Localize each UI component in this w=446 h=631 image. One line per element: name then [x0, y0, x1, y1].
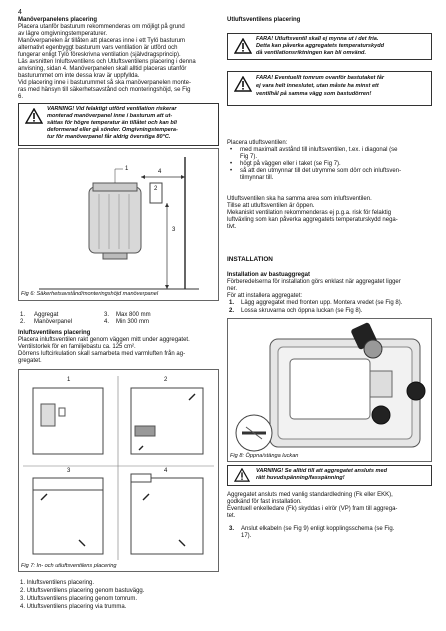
fig6-label-1: 1	[125, 166, 129, 172]
fig6-label-4: 4	[158, 169, 162, 175]
figure-7-vent-placement	[18, 369, 219, 572]
place-intro: Placera utluftsventilen:	[227, 140, 288, 146]
fig7-label-4: 4	[164, 468, 168, 474]
warning-triangle-icon	[234, 468, 250, 482]
danger-box-outlet: FARA! Utluftsventil skall ej mynna ut i det fria. Detta kan påverka aggregatets temperaturskydd då ventilationsriktningen kan bli omvänd.	[227, 33, 432, 60]
page-number: 4	[18, 9, 22, 16]
warning-triangle-icon	[25, 108, 43, 124]
figure-8-drawing	[228, 319, 431, 461]
fig7-label-2: 2	[164, 377, 168, 383]
danger-triangle-icon	[234, 38, 252, 54]
figure-6-drawing	[19, 149, 218, 300]
figure-6-caption: Fig 6: Säkerhetsavstånd/monteringshöjd manöverpanel	[21, 291, 159, 297]
heading-outlet-vent: Utluftsventilens placering	[227, 17, 301, 23]
warning-box-ventilation: VARNING! Vid felaktigt utförd ventilation riskerar monterad manöverpanel inne i basturum att ut- sättas för högre temperatur än tillåtet och kan bli deformerad eller gå sönder. Omgivningstempera- tur för manöverpanel får aldrig överstiga 80°C.	[18, 103, 219, 146]
figure-8-caption: Fig 8: Öppna/stänga luckan	[230, 453, 299, 459]
figure-8-open-hatch	[227, 318, 432, 462]
section-installation: INSTALLATION	[227, 256, 273, 263]
heading-inlet-vent: Inluftsventilens placering	[18, 330, 91, 336]
danger-box-cavity: FARA! Eventuellt tomrum ovanför bastutaket får ej vara helt inneslutet, utan måste ha minst ett ventilhål på samma vägg som bastudörren!	[227, 71, 432, 106]
fig6-label-3: 3	[172, 227, 176, 233]
heading-heater-install: Installation av bastuaggregat	[227, 272, 311, 278]
fig6-label-2: 2	[154, 186, 158, 192]
fig7-label-1: 1	[67, 377, 71, 383]
figure-6-safety-distance	[18, 148, 219, 301]
danger-triangle-icon	[234, 76, 252, 92]
heading-panel-placement: Manöverpanelens placering	[18, 17, 98, 23]
figure-7-drawing	[19, 370, 218, 571]
manual-page: 4 Manöverpanelens placering Placera utanför basturum rekommenderas om möjligt på grund av lägre omgivningstemperaturer. Manöverpanelen är tillåten att placeras inne i ett Tylö basturum alternativt egenbyggt basturum vars ventilation är utförd och fungerar enligt Tylö föreskrivna ventilation (självdragsprincip). Läs avsnitten Inluftsventilens och Utluftsventilens placering i denna anvisning, sidan 4. Manöverpanelen skall alltid placeras utanför basturummet om inte dessa krav är uppfyllda. Vid placering inne i basturummet så ska manöverpanelen monte- ras med hänsyn till säkerhetsavstånd och monteringshöjd, se Fig 6. VARNING! Vid felaktigt utförd ventilation riskerar monterad manöverpanel inne i basturum att ut- sättas för högre temperatur än tillåtet och kan bli deformerad eller gå sönder. Omgivningstempera- tur för manöverpanel får aldrig överstiga 80°C. 1 2 3 4 Fig 6: Säkerhetsavstånd/monteringshöjd manöverpanel 1. Aggregat 3. Max 800 mm 2. Manöverpanel 4. Min 300 mm Inluftsventilens placering Placera inluftsventilen rakt genom väggen mitt under aggregatet. Ventilstorlek för en familjebastu ca. 125 cm². Dörrens luftcirkulation skall samarbeta med varmluften från ag- gregatet. 1 2 3 4 Fig 7: In- och utluftsventilens placering 1. Inluftsventilens placering. 2. Utluftsventilens placering genom bastuvägg. 3. Utluftsventilens placering genom tomrum. 4. Utluftsventilens placering via trumma. Utluftsventilens placering FARA! Utluftsventil skall ej mynna ut i det fria. Detta kan påverka aggregatets temperaturskydd då ventilationsriktningen kan bli omvänd. FARA! Eventuellt tomrum ovanför bastutaket får ej vara helt inneslutet, utan måste ha minst ett ventilhål på samma vägg som bastudörren! Placera utluftsventilen: • med maximalt avstånd till inluftsventilen, t.ex. i diagonal (se Fig 7). • högt på väggen eller i taket (se Fig 7). • så att den utmynnar till det utrymme som dörr och inluftsven- tilmynnar till. Utluftsventilen ska ha samma area som inluftsventilen. Tillse att utluftsventilen är öppen. Mekaniskt ventilation rekommenderas ej p.g.a. risk för felaktig luftväxling som kan påverka aggregatets temperaturskydd nega- tivt. INSTALLATION Installation av bastuaggregat Förberedelserna för installation görs enklast när aggregatet ligger ner. För att installera aggregatet: 1. Lägg aggregatet med fronten upp. Montera vredet (se Fig 8). 2. Lossa skruvarna och öppna luckan (se Fig 8). Fig 8: Öppna/stänga luckan VARNING! Se alltid till att aggregatet ansluts med rätt huvudspänning/fasspänning! Aggregatet ansluts med vanlig standardledning (Fk eller EKK), godkänd för fast installation. Eventuell enkelledare (Fk) skyddas i elrör (VP) fram till aggrega- tet. 3. Anslut elkabeln (se Fig 9) enligt kopplingsschema (se Fig. 17).	[0, 0, 446, 631]
fig7-label-3: 3	[67, 468, 71, 474]
figure-7-caption: Fig 7: In- och utluftsventilens placering	[21, 563, 117, 569]
warning-box-voltage: VARNING! Se alltid till att aggregatet ansluts med rätt huvudspänning/fasspänning!	[227, 465, 432, 486]
